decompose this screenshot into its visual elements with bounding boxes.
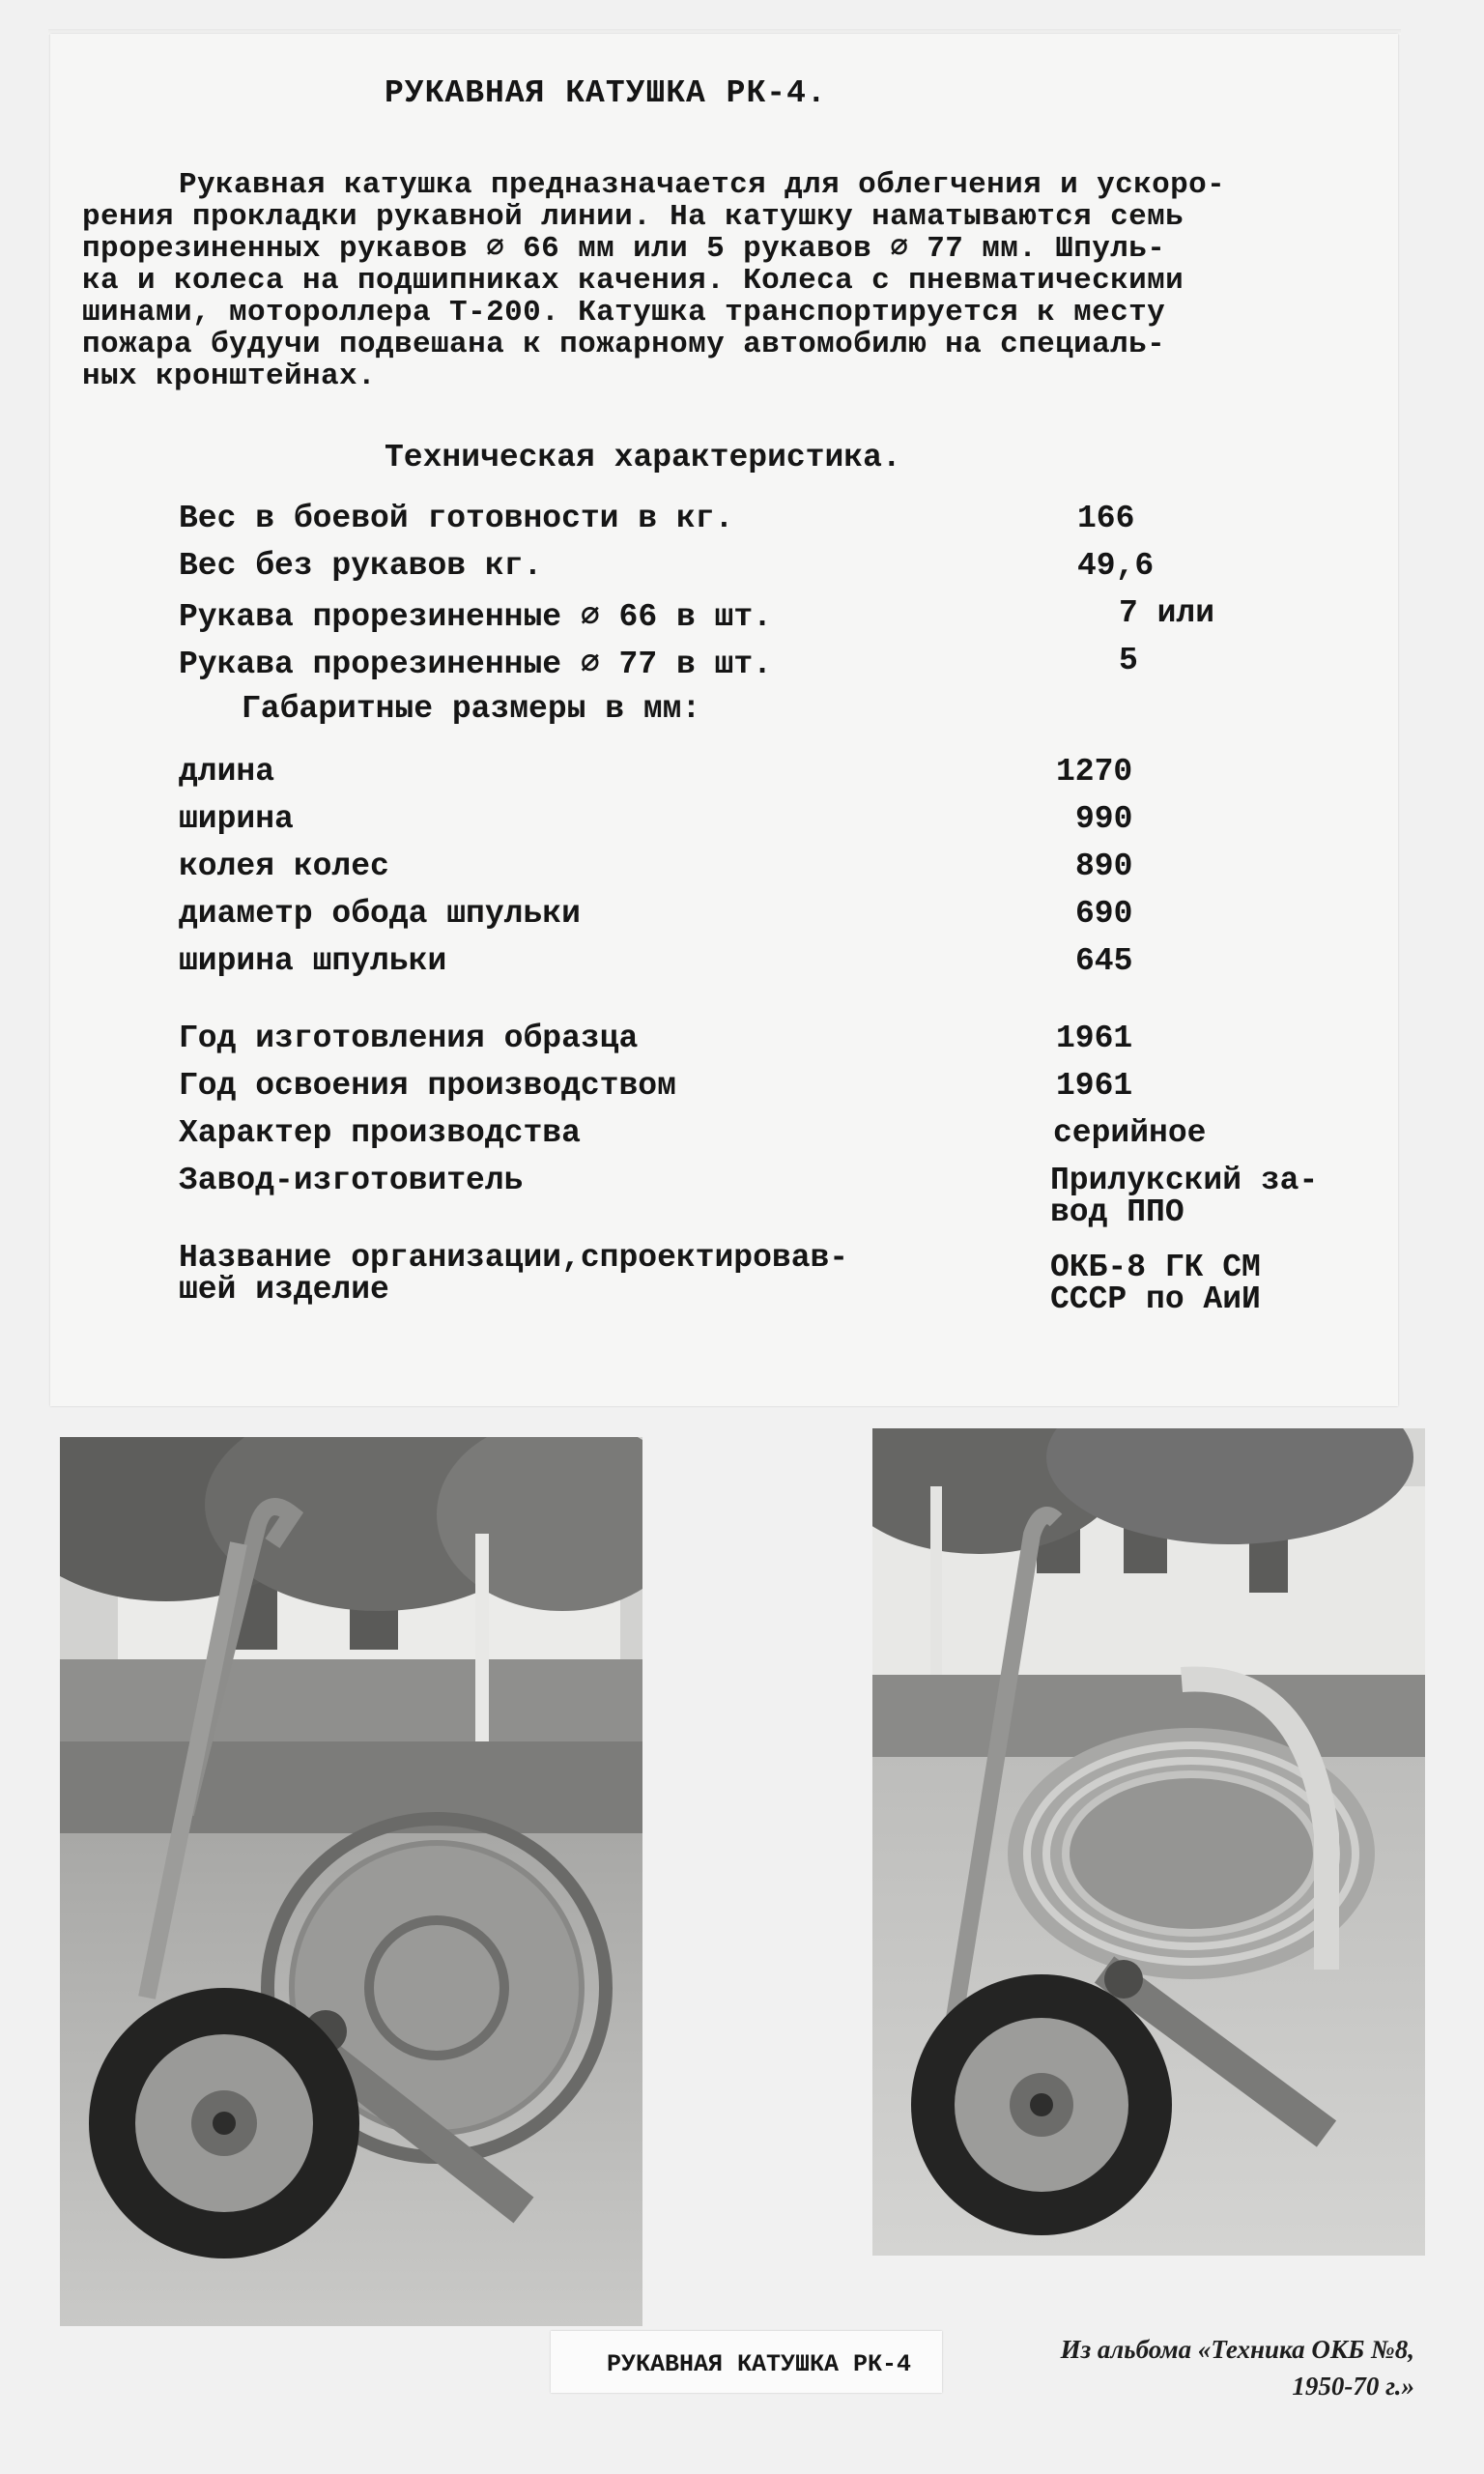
spec-label: Рукава прорезиненные ∅ 77 в шт. bbox=[179, 647, 772, 682]
photo-loaded-reel bbox=[872, 1428, 1425, 2256]
production-label: Год изготовления образца bbox=[179, 1021, 639, 1056]
description-line: прорезиненных рукавов ∅ 66 мм или 5 рукавов ∅ 77 мм. Шпуль- bbox=[82, 232, 1166, 266]
photo-loaded-reel-drawing bbox=[872, 1428, 1425, 2256]
source-credit-line: 1950-70 г.» bbox=[1292, 2372, 1414, 2401]
source-credit-line: Из альбома «Техника ОКБ №8, bbox=[1060, 2335, 1414, 2364]
description-line: шинами, мотороллера Т-200. Катушка транспортируется к месту bbox=[82, 296, 1166, 330]
dimension-label: колея колес bbox=[179, 849, 389, 884]
organization-label bbox=[179, 1242, 848, 1306]
production-label: Характер производства bbox=[179, 1115, 581, 1151]
production-value: 1961 bbox=[1056, 1021, 1133, 1056]
manufacturer-value bbox=[1050, 1165, 1318, 1228]
manufacturer-label: Завод-изготовитель bbox=[179, 1163, 524, 1198]
spec-value: 49,6 bbox=[1077, 548, 1155, 584]
dimension-label: диаметр обода шпульки bbox=[179, 896, 581, 932]
spec-value: 7 или bbox=[1119, 595, 1215, 631]
dimension-label: ширина шпульки bbox=[179, 943, 447, 979]
dimension-value: 690 bbox=[1075, 896, 1133, 932]
dimension-value: 1270 bbox=[1056, 754, 1133, 790]
organization-label-line: шей изделие bbox=[179, 1272, 389, 1308]
photo-empty-reel-drawing bbox=[60, 1437, 642, 2326]
spec-value: 166 bbox=[1077, 501, 1135, 536]
dimension-value: 990 bbox=[1075, 801, 1133, 837]
description-line: ных кронштейнах. bbox=[82, 360, 377, 393]
photo-caption: РУКАВНАЯ КАТУШКА РК-4 bbox=[607, 2350, 912, 2378]
spec-label: Рукава прорезиненные ∅ 66 в шт. bbox=[179, 599, 772, 635]
dimension-value: 890 bbox=[1075, 849, 1133, 884]
dimension-label: ширина bbox=[179, 801, 294, 837]
organization-label-line: Название организации,спроектировав- bbox=[179, 1240, 849, 1276]
photo-empty-reel bbox=[60, 1437, 642, 2326]
spec-heading: Техническая характеристика. bbox=[385, 440, 901, 475]
spec-label: Вес в боевой готовности в кг. bbox=[179, 501, 734, 536]
manufacturer-value-line: Прилукский за- bbox=[1050, 1163, 1319, 1198]
spec-label: Вес без рукавов кг. bbox=[179, 548, 543, 584]
description-line: пожара будучи подвешана к пожарному автомобилю на специаль- bbox=[82, 328, 1166, 361]
document-title: РУКАВНАЯ КАТУШКА РК-4. bbox=[385, 75, 827, 111]
production-value: 1961 bbox=[1056, 1068, 1133, 1104]
organization-value-line: СССР по АиИ bbox=[1050, 1281, 1261, 1317]
description-line: рения прокладки рукавной линии. На катушку наматываются семь bbox=[82, 200, 1184, 234]
description-paragraph bbox=[82, 169, 1348, 392]
description-line: ка и колеса на подшипниках качения. Колеса с пневматическими bbox=[82, 264, 1184, 298]
description-line: Рукавная катушка предназначается для облегчения и ускоро- bbox=[179, 168, 1226, 202]
manufacturer-value-line: вод ППО bbox=[1050, 1194, 1184, 1230]
spec-value: 5 bbox=[1119, 643, 1138, 678]
dimension-label: длина bbox=[179, 754, 275, 790]
production-value: серийное bbox=[1053, 1115, 1207, 1151]
dimension-value: 645 bbox=[1075, 943, 1133, 979]
dimensions-heading: Габаритные размеры в мм: bbox=[242, 691, 701, 727]
organization-value-line: ОКБ-8 ГК СМ bbox=[1050, 1250, 1261, 1285]
production-label: Год освоения производством bbox=[179, 1068, 676, 1104]
organization-value bbox=[1050, 1251, 1261, 1315]
source-credit bbox=[1061, 2331, 1414, 2404]
